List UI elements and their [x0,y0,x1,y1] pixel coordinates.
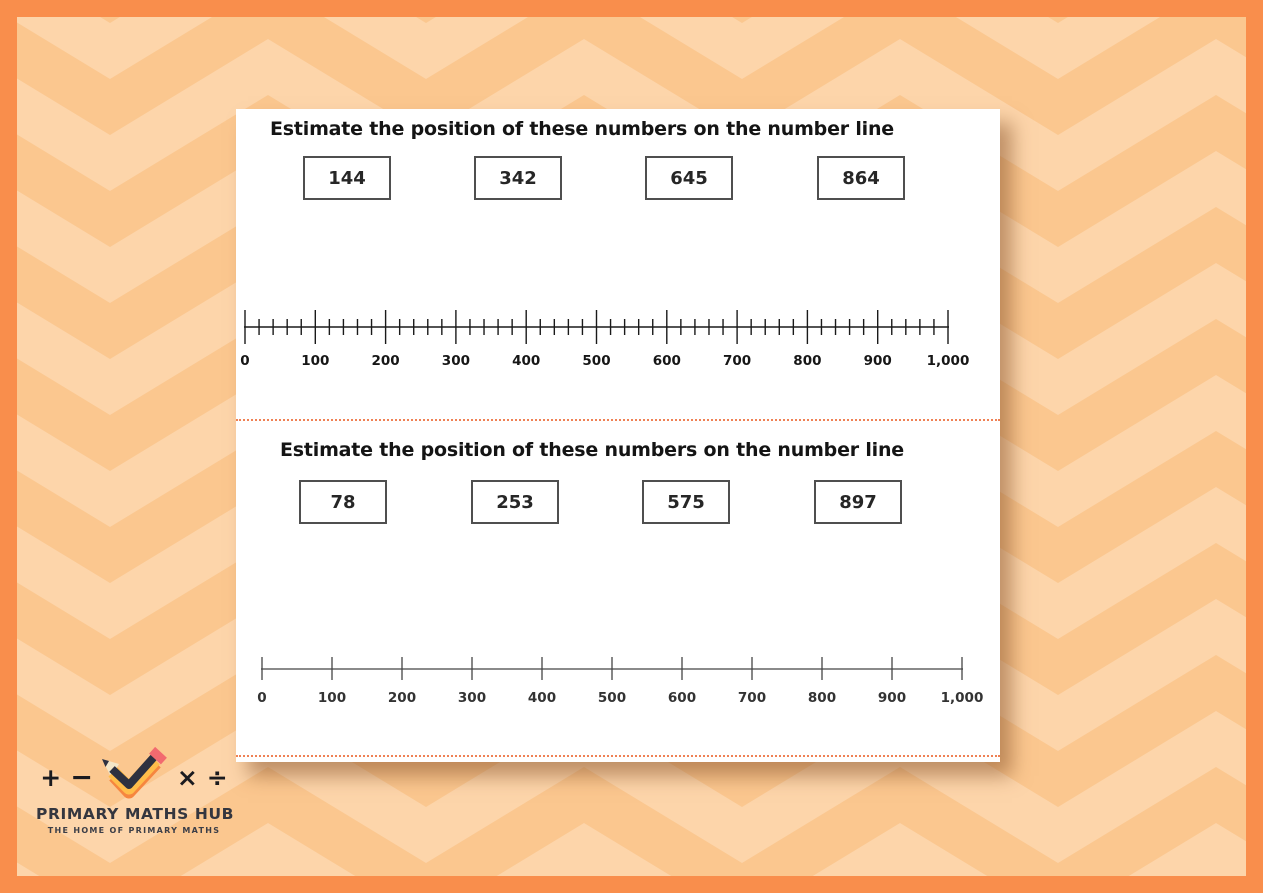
svg-text:0: 0 [240,353,250,369]
logo-tagline: THE HOME OF PRIMARY MATHS [47,826,221,835]
worksheet-card [236,109,1000,762]
svg-text:600: 600 [667,690,697,706]
svg-text:900: 900 [863,353,892,369]
number-box: 897 [814,480,902,524]
plus-icon: + [40,762,62,792]
number-box: 253 [471,480,559,524]
dotted-cut-line [236,755,1000,757]
svg-text:1,000: 1,000 [940,690,984,706]
svg-text:200: 200 [387,690,417,706]
section-2-number-line [236,645,1000,729]
primary-maths-hub-logo [36,750,235,835]
svg-text:300: 300 [441,353,470,369]
svg-text:800: 800 [793,353,822,369]
svg-text:100: 100 [301,353,330,369]
svg-text:800: 800 [807,690,837,706]
section-1-number-line [236,301,1000,385]
svg-text:400: 400 [512,353,541,369]
number-box: 144 [303,156,391,200]
number-box: 342 [474,156,562,200]
pencil-check-icon [102,743,168,801]
section-1-title: Estimate the position of these numbers on the number line [270,118,894,140]
logo-title: PRIMARY MATHS HUB [36,805,235,823]
number-box: 645 [645,156,733,200]
svg-text:700: 700 [723,353,752,369]
svg-text:700: 700 [737,690,767,706]
svg-text:300: 300 [457,690,487,706]
number-box: 575 [642,480,730,524]
number-box: 78 [299,480,387,524]
svg-text:1,000: 1,000 [926,353,970,369]
svg-text:400: 400 [527,690,557,706]
svg-text:0: 0 [257,690,267,706]
svg-text:100: 100 [317,690,347,706]
number-box: 864 [817,156,905,200]
svg-text:500: 500 [597,690,627,706]
logo-maths-symbols [36,750,232,804]
svg-text:900: 900 [877,690,907,706]
section-2-title: Estimate the position of these numbers on the number line [280,439,904,461]
multiply-icon: × [176,762,198,792]
dotted-separator-line [236,419,1000,421]
minus-icon: − [70,761,93,793]
svg-text:200: 200 [371,353,400,369]
svg-text:500: 500 [582,353,611,369]
svg-text:600: 600 [652,353,681,369]
divide-icon: ÷ [206,762,228,792]
